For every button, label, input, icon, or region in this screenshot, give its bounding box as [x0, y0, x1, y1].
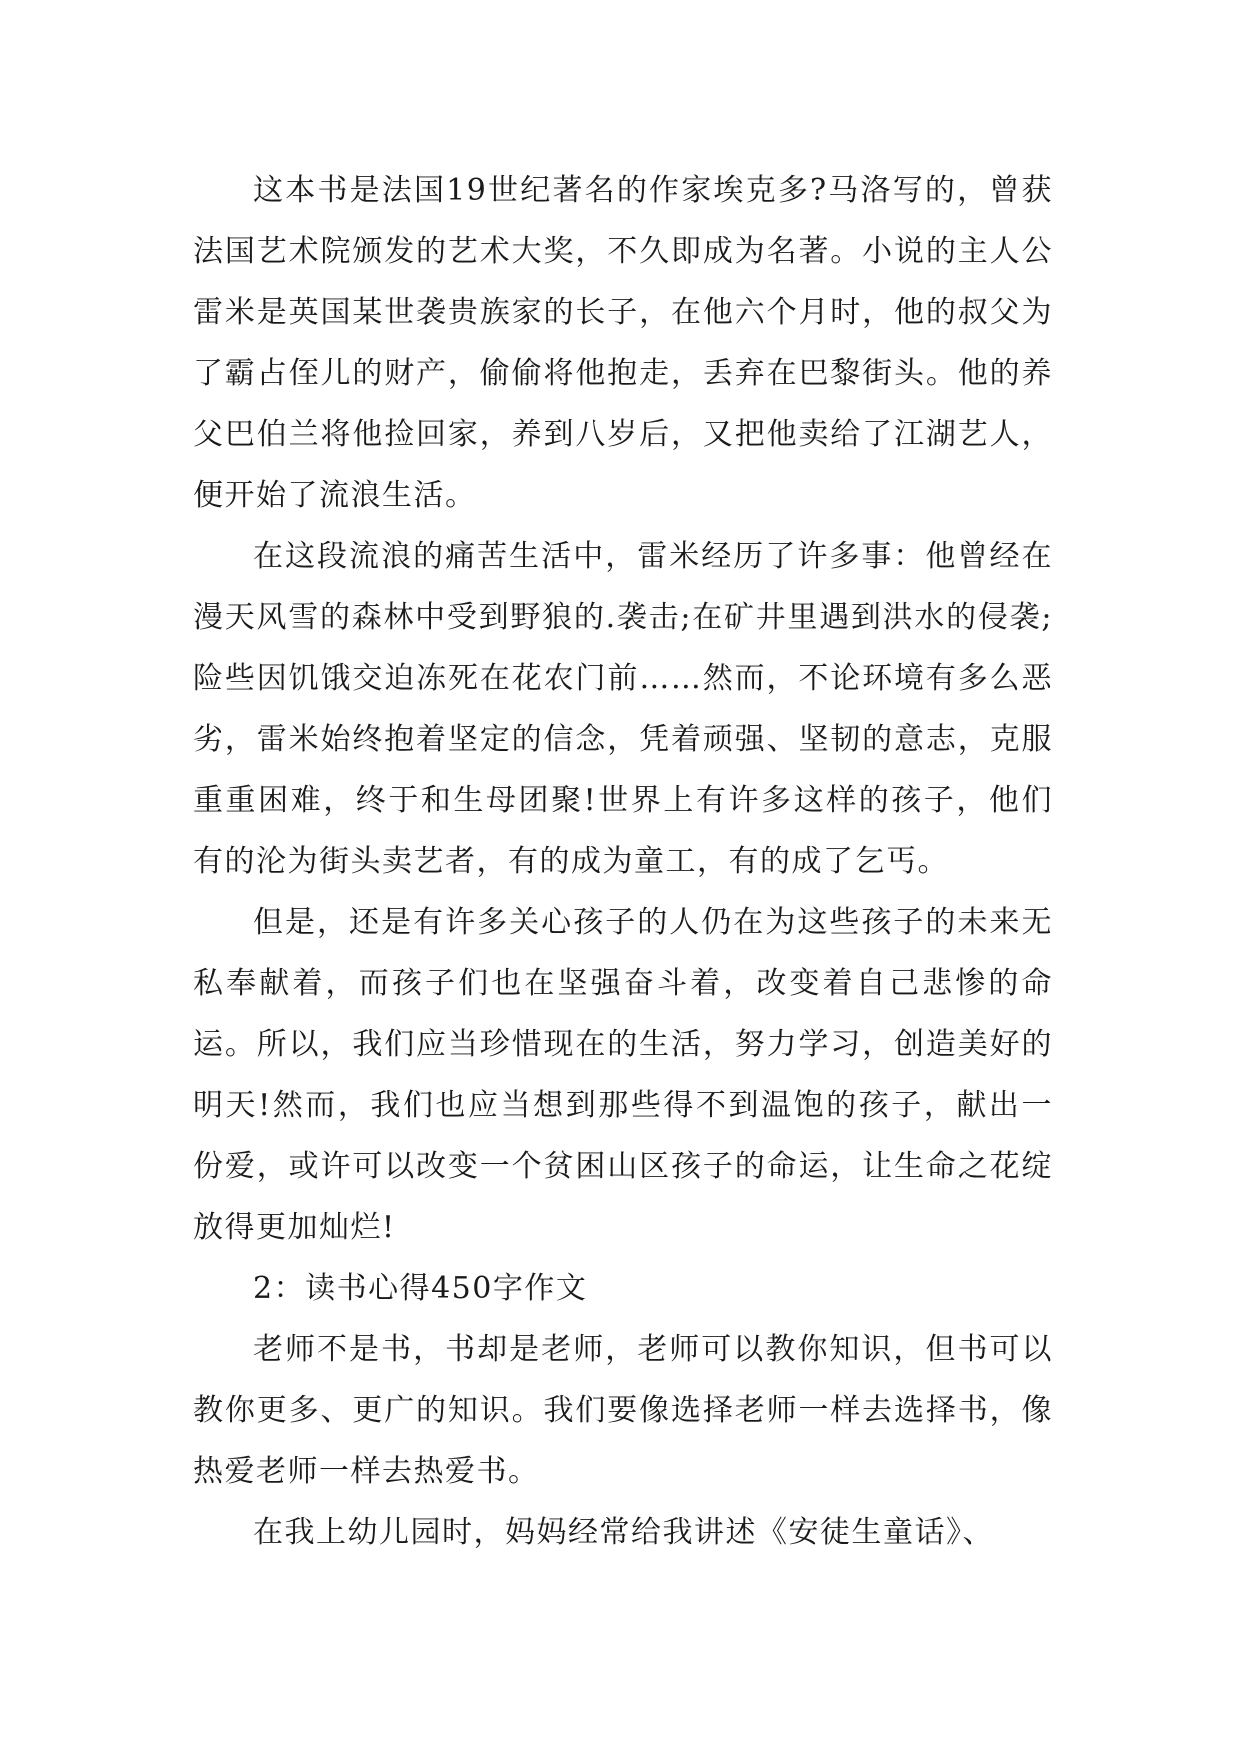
paragraph-wandering-life: 在这段流浪的痛苦生活中，雷米经历了许多事：他曾经在漫天风雪的森林中受到野狼的.袭击;在矿井里遇到洪水的侵袭;险些因饥饿交迫冻死在花农门前……然而，不论环境有多么恶劣，雷米始终抱着坚定的信念，凭着顽强、坚韧的意志，克服重重困难，终于和生母团聚!世界上有许多这样的孩子，他们有的沦为街头卖艺者，有的成为童工，有的成了乞丐。 — [193, 539, 1053, 879]
section-heading: 2：读书心得450字作文 — [253, 1271, 588, 1306]
paragraph-teacher-book: 老师不是书，书却是老师，老师可以教你知识，但书可以教你更多、更广的知识。我们要像选择老师一样去选择书，像热爱老师一样去热爱书。 — [193, 1332, 1053, 1489]
paragraph-reflection: 但是，还是有许多关心孩子的人仍在为这些孩子的未来无私奉献着，而孩子们也在坚强奋斗着，改变着自己悲惨的命运。所以，我们应当珍惜现在的生活，努力学习，创造美好的明天!然而，我们也应当想到那些得不到温饱的孩子，献出一份爱，或许可以改变一个贫困山区孩子的命运，让生命之花绽放得更加灿烂! — [193, 905, 1053, 1245]
paragraph-kindergarten: 在我上幼儿园时，妈妈经常给我讲述《安徒生童话》、 — [253, 1515, 994, 1550]
document-body — [193, 160, 1053, 1563]
paragraph-book-intro: 这本书是法国19世纪著名的作家埃克多?马洛写的，曾获法国艺术院颁发的艺术大奖，不久即成为名著。小说的主人公雷米是英国某世袭贵族家的长子，在他六个月时，他的叔父为了霸占侄儿的财产，偷偷将他抱走，丢弃在巴黎街头。他的养父巴伯兰将他捡回家，养到八岁后，又把他卖给了江湖艺人，便开始了流浪生活。 — [193, 173, 1053, 513]
